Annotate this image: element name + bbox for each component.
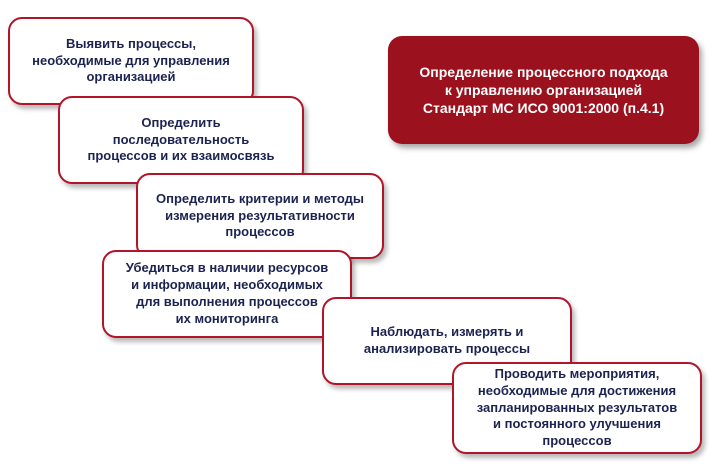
- step-6-take-actions: Проводить мероприятия, необходимые для достижения запланированных результатов и постоянного улучшения процессов: [452, 362, 702, 454]
- step-2-define-sequence: Определить последовательность процессов и их взаимосвязь: [58, 96, 304, 184]
- step-4-ensure-resources: Убедиться в наличии ресурсов и информации, необходимых для выполнения процессов их мониторинга: [102, 250, 352, 338]
- step-5-monitor-measure: Наблюдать, измерять и анализировать процессы: [322, 297, 572, 385]
- diagram-title: Определение процессного подхода к управлению организацией Стандарт МС ИСО 9001:2000 (п.4.1): [388, 36, 699, 144]
- step-1-identify-processes: Выявить процессы, необходимые для управления организацией: [8, 17, 254, 105]
- step-3-define-criteria: Определить критерии и методы измерения результативности процессов: [136, 173, 384, 259]
